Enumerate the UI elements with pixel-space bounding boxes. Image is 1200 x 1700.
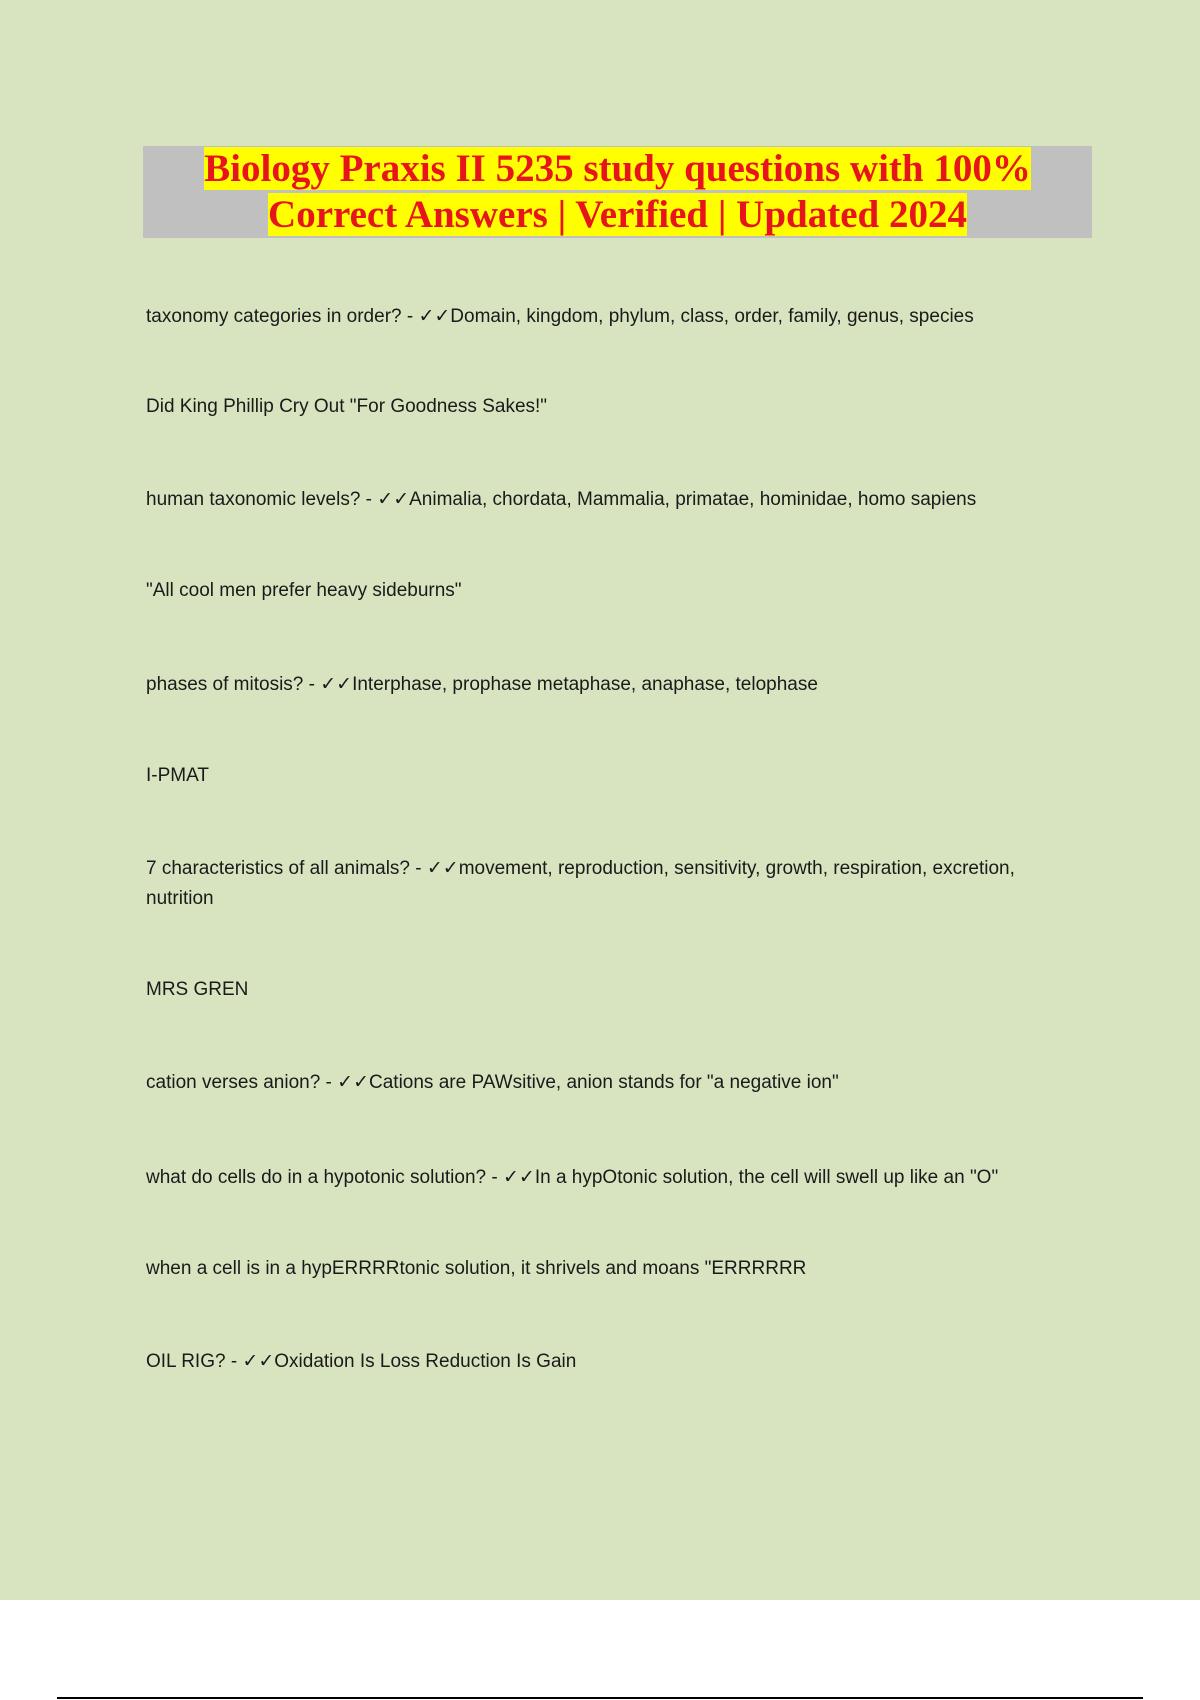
qa-entry: when a cell is in a hypERRRRtonic solution, it shrivels and moans "ERRRRRR [146, 1258, 807, 1279]
footer-divider [57, 1697, 1143, 1699]
title-line-1: Biology Praxis II 5235 study questions with 100% [204, 147, 1031, 190]
qa-entry: what do cells do in a hypotonic solution? - ✓✓In a hypOtonic solution, the cell will swell up like an "O" [146, 1167, 999, 1188]
qa-entry: I-PMAT [146, 765, 209, 786]
document-title [143, 146, 1092, 238]
qa-entry: 7 characteristics of all animals? - ✓✓movement, reproduction, sensitivity, growth, respiration, excretion, nutrition [146, 858, 1015, 909]
qa-entry: OIL RIG? - ✓✓Oxidation Is Loss Reduction Is Gain [146, 1351, 577, 1372]
qa-entry: taxonomy categories in order? - ✓✓Domain, kingdom, phylum, class, order, family, genus, species [146, 306, 974, 327]
qa-entry: phases of mitosis? - ✓✓Interphase, prophase metaphase, anaphase, telophase [146, 674, 818, 695]
qa-entry: MRS GREN [146, 979, 249, 1000]
qa-entry: cation verses anion? - ✓✓Cations are PAWsitive, anion stands for "a negative ion" [146, 1072, 839, 1093]
title-line-2: Correct Answers | Verified | Updated 2024 [268, 193, 967, 236]
qa-entry: "All cool men prefer heavy sideburns" [146, 580, 462, 601]
qa-entry: Did King Phillip Cry Out "For Goodness Sakes!" [146, 396, 548, 417]
qa-entry: human taxonomic levels? - ✓✓Animalia, chordata, Mammalia, primatae, hominidae, homo sapiens [146, 489, 977, 510]
